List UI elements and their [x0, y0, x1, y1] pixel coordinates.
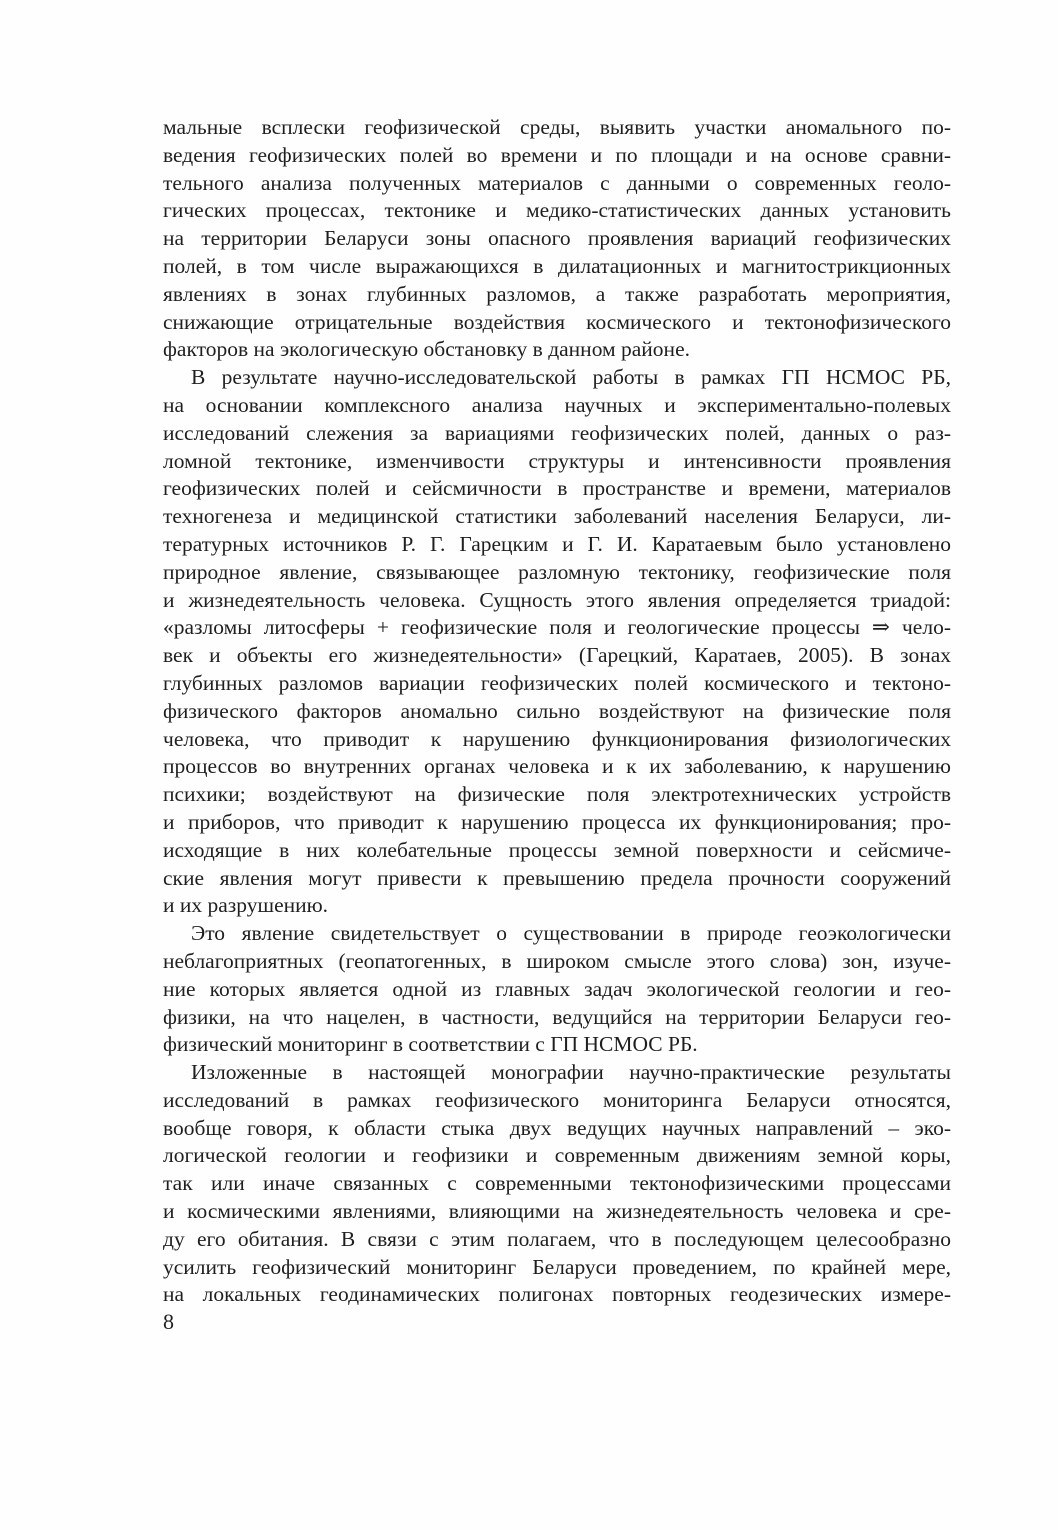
text-line: Изложенные в настоящей монографии научно-практические результаты	[191, 1060, 951, 1085]
paragraph	[163, 364, 951, 920]
body-text	[163, 114, 951, 1309]
text-line: тературных источников Р. Г. Гарецким и Г. И. Каратаевым было установлено	[163, 531, 951, 556]
text-line: вообще говоря, к области стыка двух ведущих научных направлений – эко-	[163, 1115, 951, 1140]
text-line: мальные всплески геофизической среды, выявить участки аномального по-	[163, 115, 951, 139]
text-line: снижающие отрицательные воздействия космического и тектонофизического	[163, 309, 951, 334]
text-line: век и объекты его жизнедеятельности» (Гарецкий, Каратаев, 2005). В зонах	[163, 643, 951, 668]
text-line: так или иначе связанных с современными тектонофизическими процессами	[163, 1171, 951, 1196]
paragraph	[163, 920, 951, 1059]
text-line: ние которых является одной из главных задач экологической геологии и гео-	[163, 976, 951, 1001]
text-line: Это явление свидетельствует о существовании в природе геоэкологически	[191, 921, 951, 946]
text-line: В результате научно-исследовательской работы в рамках ГП НСМОС РБ,	[191, 365, 951, 390]
text-line: физики, на что нацелен, в частности, ведущийся на территории Беларуси гео-	[163, 1004, 951, 1029]
text-line: на основании комплексного анализа научных и экспериментально-полевых	[163, 392, 951, 417]
page-number: 8	[163, 1309, 174, 1334]
text-line: и приборов, что приводит к нарушению процесса их функционирования; про-	[163, 809, 951, 834]
text-line: глубинных разломов вариации геофизических полей космического и тектоно-	[163, 670, 951, 695]
text-line: ские явления могут привести к превышению предела прочности сооружений	[163, 865, 951, 890]
text-line: неблагоприятных (геопатогенных, в широком смысле этого слова) зон, изуче-	[163, 948, 951, 973]
text-line: физического факторов аномально сильно воздействуют на физические поля	[163, 698, 951, 723]
text-line: тельного анализа полученных материалов с данными о современных геоло-	[163, 170, 951, 195]
text-line: техногенеза и медицинской статистики заболеваний населения Беларуси, ли-	[163, 504, 951, 529]
text-line: явлениях в зонах глубинных разломов, а также разработать мероприятия,	[163, 281, 951, 306]
text-line: «разломы литосферы + геофизические поля и геологические процессы ⇒ чело-	[163, 615, 951, 640]
text-line: полей, в том числе выражающихся в дилатационных и магнитострикционных	[163, 253, 951, 278]
text-line: усилить геофизический мониторинг Беларуси проведением, по крайней мере,	[163, 1254, 951, 1279]
text-line: на локальных геодинамических полигонах повторных геодезических измере-	[163, 1282, 951, 1307]
text-line: исследований слежения за вариациями геофизических полей, данных о раз-	[163, 420, 951, 445]
text-line: процессов во внутренних органах человека и к их заболеванию, к нарушению	[163, 754, 951, 779]
text-line: человека, что приводит к нарушению функционирования физиологических	[163, 726, 951, 751]
text-line: логической геологии и геофизики и современным движениям земной коры,	[163, 1143, 951, 1168]
text-line: физический мониторинг в соответствии с ГП НСМОС РБ.	[163, 1032, 698, 1057]
text-line: природное явление, связывающее разломную тектонику, геофизические поля	[163, 559, 951, 584]
text-line: ведения геофизических полей во времени и по площади и на основе сравни-	[163, 142, 951, 167]
text-line: и жизнедеятельность человека. Сущность этого явления определяется триадой:	[163, 587, 951, 612]
text-line: на территории Беларуси зоны опасного проявления вариаций геофизических	[163, 226, 951, 251]
paragraph	[163, 1059, 951, 1309]
paragraph	[163, 114, 951, 364]
text-line: факторов на экологическую обстановку в данном районе.	[163, 337, 690, 362]
text-line: и космическими явлениями, влияющими на жизнедеятельность человека и сре-	[163, 1199, 951, 1224]
text-line: психики; воздействуют на физические поля электротехнических устройств	[163, 782, 951, 807]
text-line: ду его обитания. В связи с этим полагаем, что в последующем целесообразно	[163, 1226, 951, 1251]
text-line: ломной тектонике, изменчивости структуры и интенсивности проявления	[163, 448, 951, 473]
text-line: исходящие в них колебательные процессы земной поверхности и сейсмиче-	[163, 837, 951, 862]
text-line: и их разрушению.	[163, 893, 329, 918]
text-line: геофизических полей и сейсмичности в пространстве и времени, материалов	[163, 476, 951, 501]
text-line: исследований в рамках геофизического мониторинга Беларуси относятся,	[163, 1087, 951, 1112]
text-line: гических процессах, тектонике и медико-статистических данных установить	[163, 198, 951, 223]
